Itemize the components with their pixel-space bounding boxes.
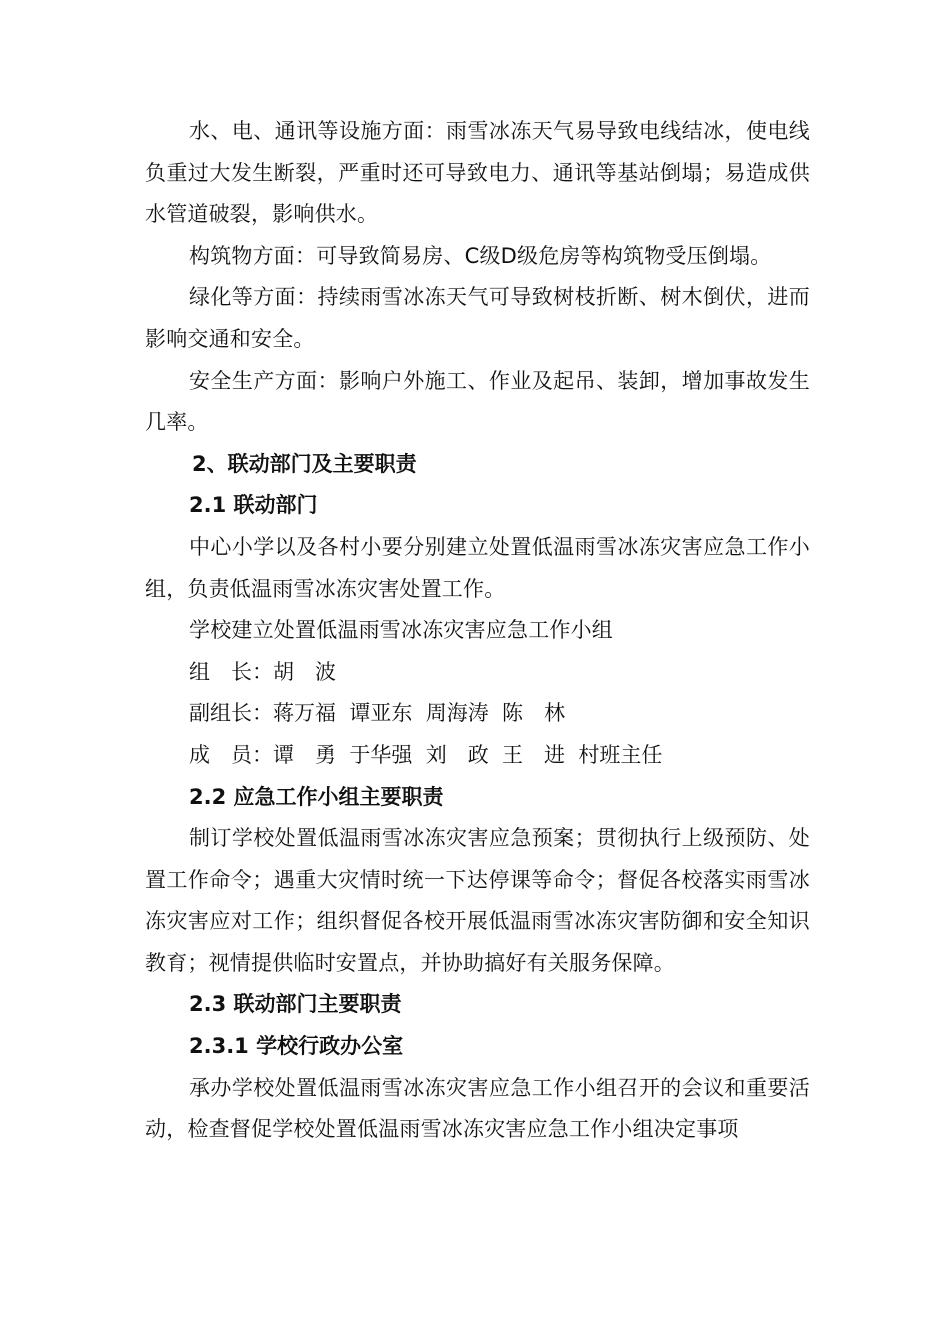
paragraph-group-duties: 制订学校处置低温雨雪冰冻灾害应急预案；贯彻执行上级预防、处置工作命令；遇重大灾情时统一下达停课等命令；督促各校落实雨雪冰冻灾害应对工作；组织督促各校开展低温雨雪冰冻灾害防御和安全知识教育；视情提供临时安置点，并协助搞好有关服务保障。 [145,826,810,975]
paragraph-working-group: 学校建立处置低温雨雪冰冻灾害应急工作小组 [189,618,613,643]
paragraph-production-safety: 安全生产方面：影响户外施工、作业及起吊、装卸，增加事故发生几率。 [145,368,810,435]
document-page [145,111,810,1151]
section-heading-2-3: 2.3 联动部门主要职责 [189,992,402,1017]
paragraph-structures: 构筑物方面：可导致简易房、C级D级危房等构筑物受压倒塌。 [189,243,772,268]
section-heading-2-1: 2.1 联动部门 [189,493,318,518]
paragraph-greening: 绿化等方面：持续雨雪冰冻天气可导致树枝折断、树木倒伏，进而影响交通和安全。 [145,285,810,351]
section-heading-2-3-1: 2.3.1 学校行政办公室 [189,1034,404,1059]
group-members: 成 员：谭 勇 于华强 刘 政 王 进 村班主任 [189,742,663,767]
paragraph-utilities: 水、电、通讯等设施方面：雨雪冰冻天气易导致电线结冰，使电线负重过大发生断裂，严重时还可导致电力、通讯等基站倒塌；易造成供水管道破裂，影响供水。 [145,119,810,227]
group-vice-leader: 副组长：蒋万福 谭亚东 周海涛 陈 林 [189,701,566,726]
paragraph-admin-office: 承办学校处置低温雨雪冰冻灾害应急工作小组召开的会议和重要活动，检查督促学校处置低温雨雪冰冻灾害应急工作小组决定事项 [145,1075,810,1142]
paragraph-linkage-departments: 中心小学以及各村小要分别建立处置低温雨雪冰冻灾害应急工作小组，负责低温雨雪冰冻灾害处置工作。 [145,534,810,601]
group-leader: 组 长：胡 波 [189,659,336,684]
section-heading-2-2: 2.2 应急工作小组主要职责 [189,784,444,809]
section-heading-2: 2、联动部门及主要职责 [192,451,417,476]
